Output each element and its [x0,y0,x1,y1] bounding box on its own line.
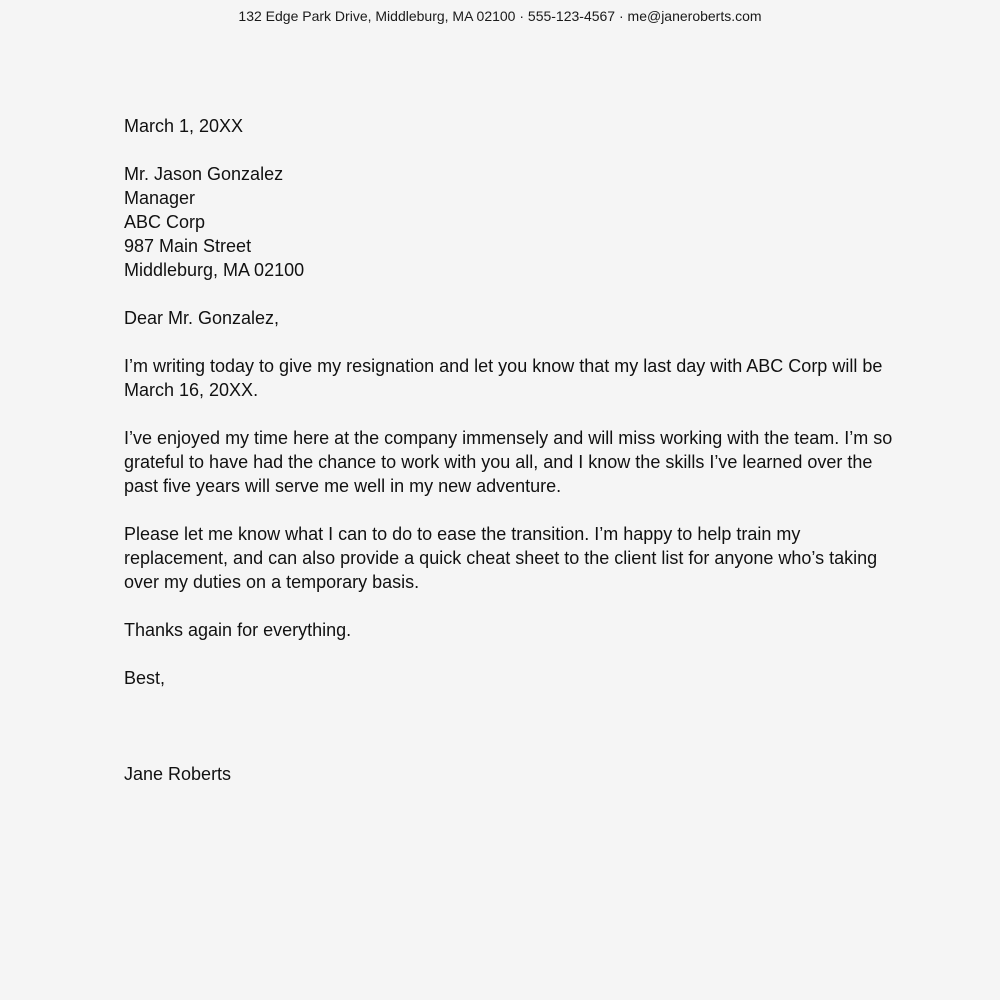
spacer [124,138,894,162]
closing: Best, [124,668,166,688]
spacer [124,282,894,306]
recipient-title: Manager [124,188,196,208]
signature-name: Jane Roberts [124,764,232,784]
body-paragraph-4: Thanks again for everything. [124,620,352,640]
salutation: Dear Mr. Gonzalez, [124,308,280,328]
sender-contact-line: 132 Edge Park Drive, Middleburg, MA 02100 · 555-123-4567 · me@janeroberts.com [238,8,762,24]
recipient-street: 987 Main Street [124,236,252,256]
letter-body [124,114,894,786]
body-paragraph-2: I’ve enjoyed my time here at the company immensely and will miss working with the team. I’m so grateful to have had the chance to work with you all, and I know the skills I’ve learned over the past five years will serve me well in my new adventure. [124,428,893,496]
spacer [124,498,894,522]
letter-date: March 1, 20XX [124,116,244,136]
spacer [124,330,894,354]
body-paragraph-3: Please let me know what I can to do to ease the transition. I’m happy to help train my replacement, and can also provide a quick cheat sheet to the client list for anyone who’s taking over my duties on a temporary basis. [124,524,878,592]
recipient-city-state-zip: Middleburg, MA 02100 [124,260,305,280]
body-paragraph-1: I’m writing today to give my resignation and let you know that my last day with ABC Corp will be March 16, 20XX. [124,356,883,400]
spacer [124,594,894,618]
recipient-address-block [124,162,894,282]
spacer [124,642,894,666]
spacer [124,402,894,426]
recipient-company: ABC Corp [124,212,206,232]
signature-spacer [124,690,894,762]
recipient-name: Mr. Jason Gonzalez [124,164,284,184]
